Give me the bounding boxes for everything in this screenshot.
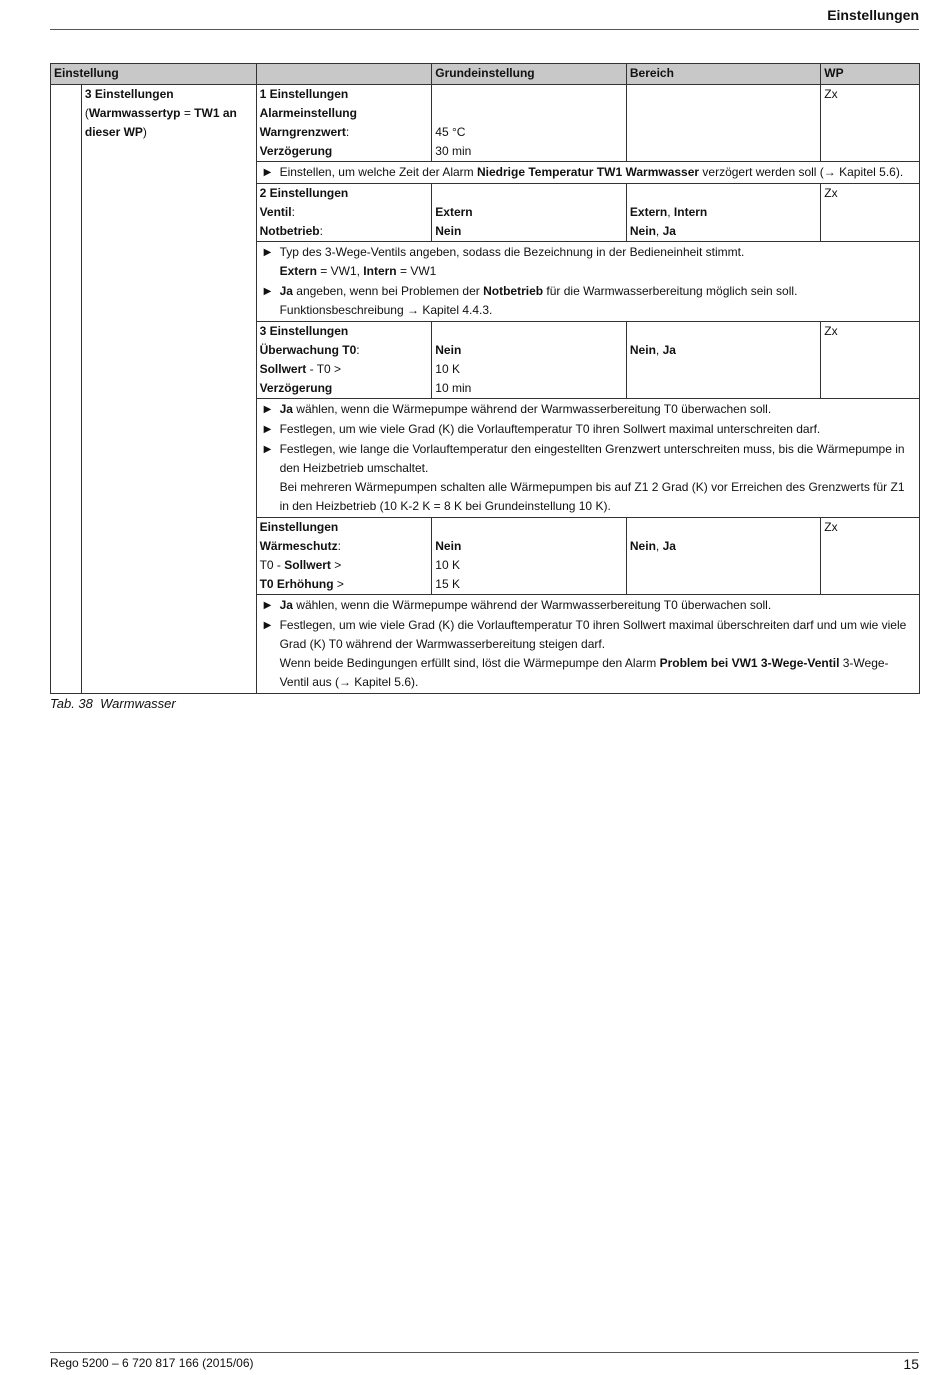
block3-values bbox=[432, 322, 627, 399]
left-setting-cell bbox=[81, 85, 256, 694]
note-text: 3-Wege-Ventil aus (→ Kapitel 5.6). bbox=[279, 656, 889, 689]
triangle-right-icon: ▶ bbox=[263, 286, 272, 297]
block4-range-b: Ja bbox=[662, 539, 676, 553]
block4-note bbox=[256, 595, 919, 694]
block2-range2-b: Ja bbox=[662, 224, 676, 238]
note-bold: Ja bbox=[279, 402, 293, 416]
triangle-right-icon: ▶ bbox=[263, 620, 272, 631]
block4-row2-label: Wärmeschutz bbox=[259, 539, 338, 553]
block1-row4-value: 30 min bbox=[435, 144, 472, 158]
block1-row3-value: 45 °C bbox=[435, 125, 466, 139]
block3-note bbox=[256, 399, 919, 518]
page-title: Einstellungen bbox=[827, 7, 919, 23]
block4-row4-suffix: > bbox=[333, 577, 344, 591]
block4-label1: Einstellungen bbox=[259, 520, 339, 534]
triangle-right-icon: ▶ bbox=[263, 167, 272, 178]
table-header-row bbox=[51, 64, 920, 85]
block4-values bbox=[432, 518, 627, 595]
note-text: Festlegen, um wie viele Grad (K) die Vorlauftemperatur T0 ihren Sollwert maximal überschreiten darf und um wie viele Grad (K) T0 während der Warmwasserbereitung steigen darf. bbox=[279, 618, 907, 651]
block2-range1-a: Extern bbox=[629, 205, 668, 219]
note-text: verzögert werden soll (→ Kapitel 5.6). bbox=[699, 165, 904, 179]
note-bold: Niedrige Temperatur TW1 Warmwasser bbox=[477, 165, 700, 179]
block3-row3-suffix: - T0 > bbox=[306, 362, 342, 376]
block2-row3-value: Nein bbox=[435, 224, 462, 238]
note-text: = VW1, bbox=[316, 264, 364, 278]
block2-note bbox=[256, 242, 919, 322]
block2-row2-value: Extern bbox=[435, 205, 473, 219]
block2-row3-suffix: : bbox=[319, 224, 323, 238]
triangle-right-icon: ▶ bbox=[263, 404, 272, 415]
left-paren-close: ) bbox=[142, 125, 147, 139]
page-footer bbox=[50, 1352, 919, 1372]
triangle-right-icon: ▶ bbox=[263, 247, 272, 258]
left-eq: = bbox=[180, 106, 195, 120]
block3-range-b: Ja bbox=[662, 343, 676, 357]
block2-range bbox=[626, 184, 820, 242]
triangle-right-icon: ▶ bbox=[263, 444, 272, 455]
left-line1: 3 Einstellungen bbox=[84, 87, 174, 101]
block1-labels bbox=[256, 85, 432, 162]
triangle-right-icon: ▶ bbox=[263, 424, 272, 435]
block1-note bbox=[256, 162, 919, 184]
header-grundeinstellung: Grundeinstellung bbox=[432, 64, 627, 85]
block2-row2-label: Ventil bbox=[259, 205, 292, 219]
block3-row3-value: 10 K bbox=[435, 362, 460, 376]
page-number: 15 bbox=[903, 1356, 919, 1372]
note-text: Typ des 3-Wege-Ventils angeben, sodass die Bezeichnung in der Bedieneinheit stimmt. bbox=[279, 245, 745, 259]
page-header bbox=[50, 6, 919, 30]
block1-label2: Alarmeinstellung bbox=[259, 106, 357, 120]
block4-row2-value: Nein bbox=[435, 539, 462, 553]
block1-row4-label: Verzögerung bbox=[259, 144, 333, 158]
list-item bbox=[260, 420, 916, 439]
block2-values bbox=[432, 184, 627, 242]
block4-row3-prefix: T0 - bbox=[259, 558, 285, 572]
block1-values bbox=[432, 85, 627, 162]
list-item bbox=[260, 243, 916, 281]
note-text: angeben, wenn bei Problemen der bbox=[292, 284, 484, 298]
block4-row4-label: T0 Erhöhung bbox=[259, 577, 334, 591]
block3-row3-label: Sollwert bbox=[259, 362, 307, 376]
block3-label1: 3 Einstellungen bbox=[259, 324, 349, 338]
note-text: = VW1 bbox=[396, 264, 437, 278]
header-blank bbox=[256, 64, 432, 85]
block2-row2-suffix: : bbox=[291, 205, 295, 219]
block4-labels bbox=[256, 518, 432, 595]
note-bold: Notbetrieb bbox=[483, 284, 544, 298]
block3-wp: Zx bbox=[821, 322, 920, 399]
block1-wp: Zx bbox=[821, 85, 920, 162]
list-item bbox=[260, 596, 916, 615]
note-text: wählen, wenn die Wärmepumpe während der Warmwasserbereitung T0 überwachen soll. bbox=[292, 402, 772, 416]
left-bold1: Warmwassertyp bbox=[88, 106, 181, 120]
list-item bbox=[260, 616, 916, 692]
table-caption bbox=[50, 696, 176, 711]
header-wp: WP bbox=[821, 64, 920, 85]
block2-wp: Zx bbox=[821, 184, 920, 242]
block3-row2-suffix: : bbox=[356, 343, 360, 357]
list-item bbox=[260, 440, 916, 516]
note-bold: Extern bbox=[279, 264, 317, 278]
block4-range-sep: , bbox=[655, 539, 663, 553]
block3-row4-label: Verzögerung bbox=[259, 381, 333, 395]
block3-row2-value: Nein bbox=[435, 343, 462, 357]
block3-row4-value: 10 min bbox=[435, 381, 472, 395]
note-text: Festlegen, wie lange die Vorlauftemperatur den eingestellten Grenzwert unterschreiten muss, bis die Wärmepumpe in den Heizbetrieb umschaltet. bbox=[279, 442, 905, 475]
header-einstellung: Einstellung bbox=[51, 64, 257, 85]
block3-labels bbox=[256, 322, 432, 399]
block1-label1: 1 Einstellungen bbox=[259, 87, 349, 101]
header-bereich: Bereich bbox=[626, 64, 820, 85]
left-bold2: TW1 an dieser WP bbox=[84, 106, 237, 139]
list-item bbox=[260, 400, 916, 419]
block4-range-a: Nein bbox=[629, 539, 656, 553]
block4-row3-suffix: > bbox=[330, 558, 342, 572]
block4-wp: Zx bbox=[821, 518, 920, 595]
note-bold: Ja bbox=[279, 284, 293, 298]
block4-row3-value: 10 K bbox=[435, 558, 460, 572]
caption-title: Warmwasser bbox=[100, 696, 176, 711]
block4-row3-label: Sollwert bbox=[284, 558, 331, 572]
note-text: Einstellen, um welche Zeit der Alarm bbox=[279, 165, 477, 179]
left-paren-open: ( bbox=[84, 106, 89, 120]
caption-label: Tab. 38 bbox=[50, 696, 93, 711]
block2-labels bbox=[256, 184, 432, 242]
block2-range2-a: Nein bbox=[629, 224, 656, 238]
list-item bbox=[260, 163, 916, 182]
block3-row2-label: Überwachung T0 bbox=[259, 343, 357, 357]
settings-table bbox=[50, 63, 920, 694]
block2-range1-b: Intern bbox=[673, 205, 708, 219]
note-text: Bei mehreren Wärmepumpen schalten alle Wärmepumpen bis auf Z1 2 Grad (K) vor Erreichen des Grenzwerts für Z1 in den Heizbetrieb (10 K-2 K = 8 K bei Grundeinstellung 10 K). bbox=[279, 480, 905, 513]
indent-cell bbox=[51, 85, 82, 694]
note-text: Festlegen, um wie viele Grad (K) die Vorlauftemperatur T0 ihren Sollwert maximal unterschreiten darf. bbox=[279, 422, 821, 436]
note-bold: Intern bbox=[363, 264, 397, 278]
block1-row bbox=[51, 85, 920, 162]
block4-row2-suffix: : bbox=[337, 539, 341, 553]
triangle-right-icon: ▶ bbox=[263, 600, 272, 611]
block1-row3-suffix: : bbox=[345, 125, 350, 139]
block2-row3-label: Notbetrieb bbox=[259, 224, 320, 238]
block2-range2-sep: , bbox=[655, 224, 663, 238]
block2-range1-sep: , bbox=[667, 205, 674, 219]
note-text: für die Warmwasserbereitung möglich sein soll. Funktionsbeschreibung → Kapitel 4.4.3. bbox=[279, 284, 798, 317]
block4-range bbox=[626, 518, 820, 595]
note-text: wählen, wenn die Wärmepumpe während der Warmwasserbereitung T0 überwachen soll. bbox=[292, 598, 772, 612]
note-text: Wenn beide Bedingungen erfüllt sind, löst die Wärmepumpe den Alarm bbox=[279, 656, 660, 670]
block3-range-sep: , bbox=[655, 343, 663, 357]
footer-doc-id: Rego 5200 – 6 720 817 166 (2015/06) bbox=[50, 1356, 254, 1370]
block3-range bbox=[626, 322, 820, 399]
block1-range bbox=[626, 85, 820, 162]
block3-range-a: Nein bbox=[629, 343, 656, 357]
list-item bbox=[260, 282, 916, 320]
note-bold: Problem bei VW1 3-Wege-Ventil bbox=[659, 656, 840, 670]
note-bold: Ja bbox=[279, 598, 293, 612]
block4-row4-value: 15 K bbox=[435, 577, 460, 591]
block1-row3-label: Warngrenzwert bbox=[259, 125, 346, 139]
block2-label1: 2 Einstellungen bbox=[259, 186, 349, 200]
